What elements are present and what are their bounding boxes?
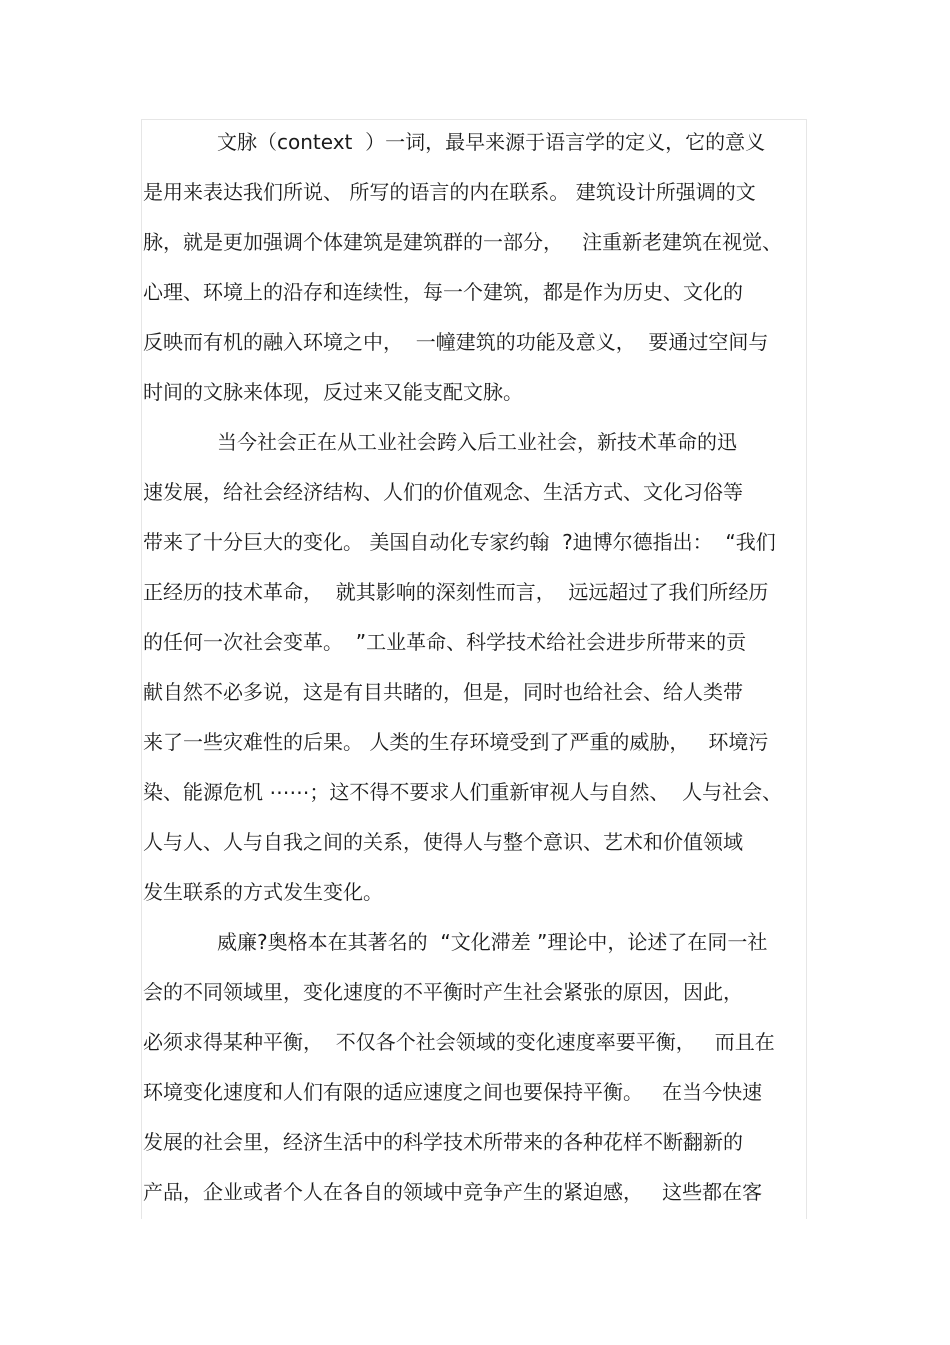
paragraph-line: 会的不同领域里，变化速度的不平衡时产生社会紧张的原因，因此， bbox=[143, 980, 743, 1004]
paragraph-line: 环境变化速度和人们有限的适应速度之间也要保持平衡。 在当今快速 bbox=[143, 1080, 763, 1104]
paragraph-society bbox=[143, 417, 808, 917]
paragraph-line: 染、能源危机 ⋯⋯；这不得不要求人们重新审视人与自然、 人与社会、 bbox=[143, 780, 783, 804]
paragraph-line: 带来了十分巨大的变化。 美国自动化专家约翰 ?迪博尔德指出： “我们 bbox=[143, 530, 776, 554]
paragraph-line: 速发展，给社会经济结构、人们的价值观念、生活方式、文化习俗等 bbox=[143, 480, 743, 504]
document-body bbox=[143, 117, 808, 1217]
paragraph-line: 人与人、人与自我之间的关系，使得人与整个意识、艺术和价值领域 bbox=[143, 830, 743, 854]
paragraph-line: 正经历的技术革命， 就其影响的深刻性而言， 远远超过了我们所经历 bbox=[143, 580, 769, 604]
paragraph-line: 的任何一次社会变革。 ”工业革命、科学技术给社会进步所带来的贡 bbox=[143, 630, 747, 654]
paragraph-line: 必须求得某种平衡， 不仅各个社会领域的变化速度率要平衡， 而且在 bbox=[143, 1030, 775, 1054]
paragraph-line: 当今社会正在从工业社会跨入后工业社会，新技术革命的迅 bbox=[217, 430, 737, 454]
paragraph-line: 威廉?奥格本在其著名的 “文化滞差 ”理论中，论述了在同一社 bbox=[217, 930, 768, 954]
paragraph-line: 发生联系的方式发生变化。 bbox=[143, 880, 383, 904]
paragraph-line: 反映而有机的融入环境之中， 一幢建筑的功能及意义， 要通过空间与 bbox=[143, 330, 769, 354]
paragraph-line: 产品，企业或者个人在各自的领域中竞争产生的紧迫感， 这些都在客 bbox=[143, 1180, 763, 1204]
paragraph-line: 心理、环境上的沿存和连续性，每一个建筑，都是作为历史、文化的 bbox=[143, 280, 743, 304]
paragraph-line: 献自然不必多说，这是有目共睹的，但是，同时也给社会、给人类带 bbox=[143, 680, 743, 704]
paragraph-line: 文脉（context ）一词，最早来源于语言学的定义，它的意义 bbox=[217, 130, 766, 154]
paragraph-line: 是用来表达我们所说、 所写的语言的内在联系。 建筑设计所强调的文 bbox=[143, 180, 756, 204]
paragraph-line: 时间的文脉来体现，反过来又能支配文脉。 bbox=[143, 380, 523, 404]
paragraph-line: 来了一些灾难性的后果。 人类的生存环境受到了严重的威胁， 环境污 bbox=[143, 730, 769, 754]
paragraph-line: 发展的社会里，经济生活中的科学技术所带来的各种花样不断翻新的 bbox=[143, 1130, 743, 1154]
paragraph-cultural-lag bbox=[143, 917, 808, 1217]
paragraph-context bbox=[143, 117, 808, 417]
paragraph-line: 脉，就是更加强调个体建筑是建筑群的一部分， 注重新老建筑在视觉、 bbox=[143, 230, 783, 254]
